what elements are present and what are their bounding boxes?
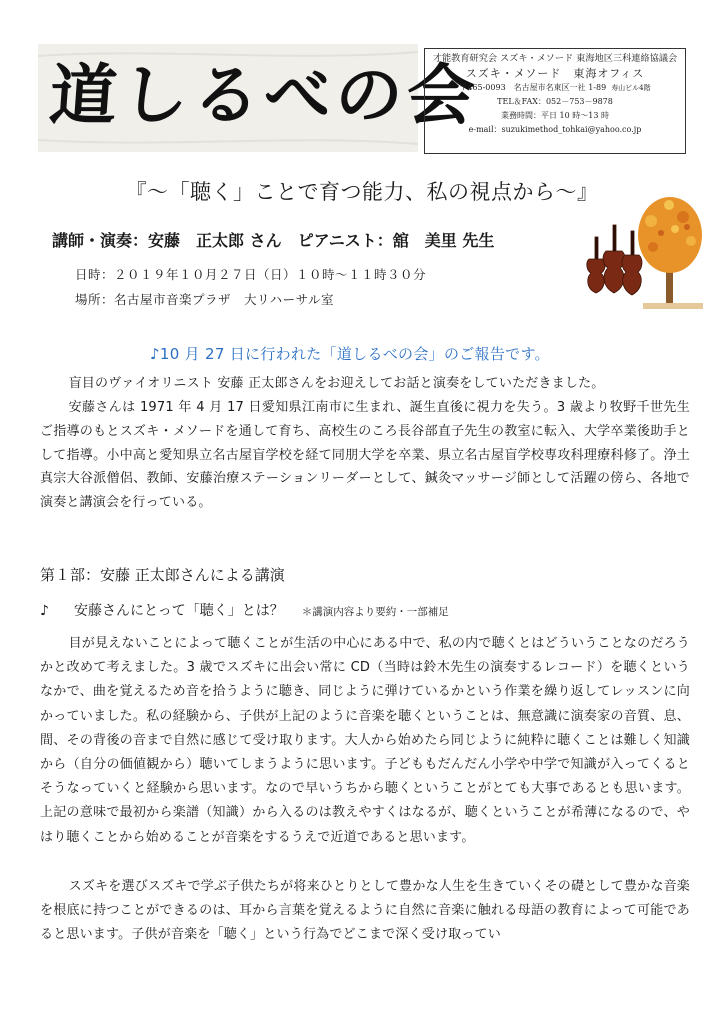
logo-banner bbox=[38, 44, 481, 152]
part1-subheading bbox=[40, 600, 449, 620]
report-heading: ♪10 月 27 日に行われた「道しるべの会」のご報告です。 bbox=[150, 345, 550, 363]
lecturer-name: 講師・演奏：安藤 正太郎 さん bbox=[52, 231, 282, 250]
lecture-paragraph-2: スズキを選びスズキで学ぶ子供たちが将来ひとりとして豊かな人生を生きていくその礎として豊かな音楽を根底に持つことができるのは、耳から言葉を覚えるように自然に音楽に触れる母語の教育によって可能であると思います。子供が音楽を「聴く」という行為でどこまで深く受け取ってい bbox=[40, 879, 690, 943]
office-name: スズキ・メソード 東海オフィス bbox=[465, 67, 645, 80]
office-address-main: 〒465-0093 名古屋市名東区一社 1-89 bbox=[459, 83, 607, 92]
autumn-tree-icon bbox=[638, 197, 703, 309]
pianist-name: ピアニスト：舘 美里 先生 bbox=[297, 231, 495, 250]
office-hours: 業務時間：平日 10 時～13 時 bbox=[501, 111, 609, 120]
music-note-icon: ♪ bbox=[40, 603, 49, 619]
subheading-note: ＊講演内容より要約・一部補足 bbox=[301, 606, 449, 618]
logo-calligraphy: 道しるべの会 bbox=[47, 56, 481, 134]
intro-paragraph-2: 安藤さんは 1971 年 4 月 17 日愛知県江南市に生まれ、誕生直後に視力を失う。3 歳より牧野千世先生ご指導のもとスズキ・メソードを通して育ち、高校生のころ長谷部直子先生の教室に転入、大学卒業後助手として指導。小中高と愛知県立名古屋盲学校を経て同朋大学を卒業、県立名古屋盲学校専攻科理療科修了。浄土真宗大谷派僧侶、教師、安藤治療ステーションリーダーとして、鍼灸マッサージ師として活躍の傍ら、各地で演奏と講演会を行っている。 bbox=[40, 400, 690, 511]
event-title: 『～「聴く」ことで育つ能力、私の視点から～』 bbox=[125, 180, 599, 204]
office-address-building: 寿山ビル4階 bbox=[611, 84, 651, 92]
violins-tree-illustration bbox=[583, 185, 711, 315]
event-place: 場所：名古屋市音楽プラザ 大リハーサル室 bbox=[75, 292, 335, 307]
subheading-text: 安藤さんにとって「聴く」とは？ bbox=[74, 603, 284, 619]
office-association: 才能教育研究会 スズキ・メソード 東海地区三科連絡協議会 bbox=[432, 53, 678, 64]
event-date: 日時：２０１９年１０月２７日（日）１０時～１１時３０分 bbox=[75, 267, 427, 282]
office-info-box bbox=[424, 48, 686, 154]
lecturer-line bbox=[52, 228, 494, 251]
violin-icon bbox=[587, 225, 642, 295]
office-phone: TEL＆FAX：052－753－9878 bbox=[497, 97, 613, 106]
lecture-paragraph-1: 目が見えないことによって聴くことが生活の中心にある中で、私の内で聴くとはどういうことなのだろうかと改めて考えました。3 歳でスズキに出会い常に CD（当時は鈴木先生の演奏するレコード）を聴くというなかで、曲を覚えるため音を拾うように聴き、同じように弾けているかという作業を繰り返してレッスンに向かっていました。私の経験から、子供が上記のように音楽を聴くということは、無意識に演奏家の音質、息、間、その背後の音まで自然に感じて受け取ります。大人から始めたら同じように純粋に聴くことは難しく知識から（自分の価値観から）聴いてしまうように思います。子どももだんだん小学や中学で知識が入ってくるとそうなっていくと経験から思います。なので早いうちから聴くということがとても大事であるとも思います。上記の意味で最初から楽譜（知識）から入るのは教えやすくはなるが、聴くということが希薄になるので、やはり聴くことから始めることが音楽をするうえで近道であると思います。 bbox=[40, 636, 691, 845]
office-address bbox=[425, 81, 685, 95]
part1-heading: 第１部：安藤 正太郎さんによる講演 bbox=[40, 566, 285, 584]
office-email[interactable]: e-mail：suzukimethod_tohkai@yahoo.co.jp bbox=[468, 125, 642, 134]
intro-paragraph-1: 盲目のヴァイオリニスト 安藤 正太郎さんをお迎えしてお話と演奏をしていただきました。 bbox=[68, 376, 605, 391]
